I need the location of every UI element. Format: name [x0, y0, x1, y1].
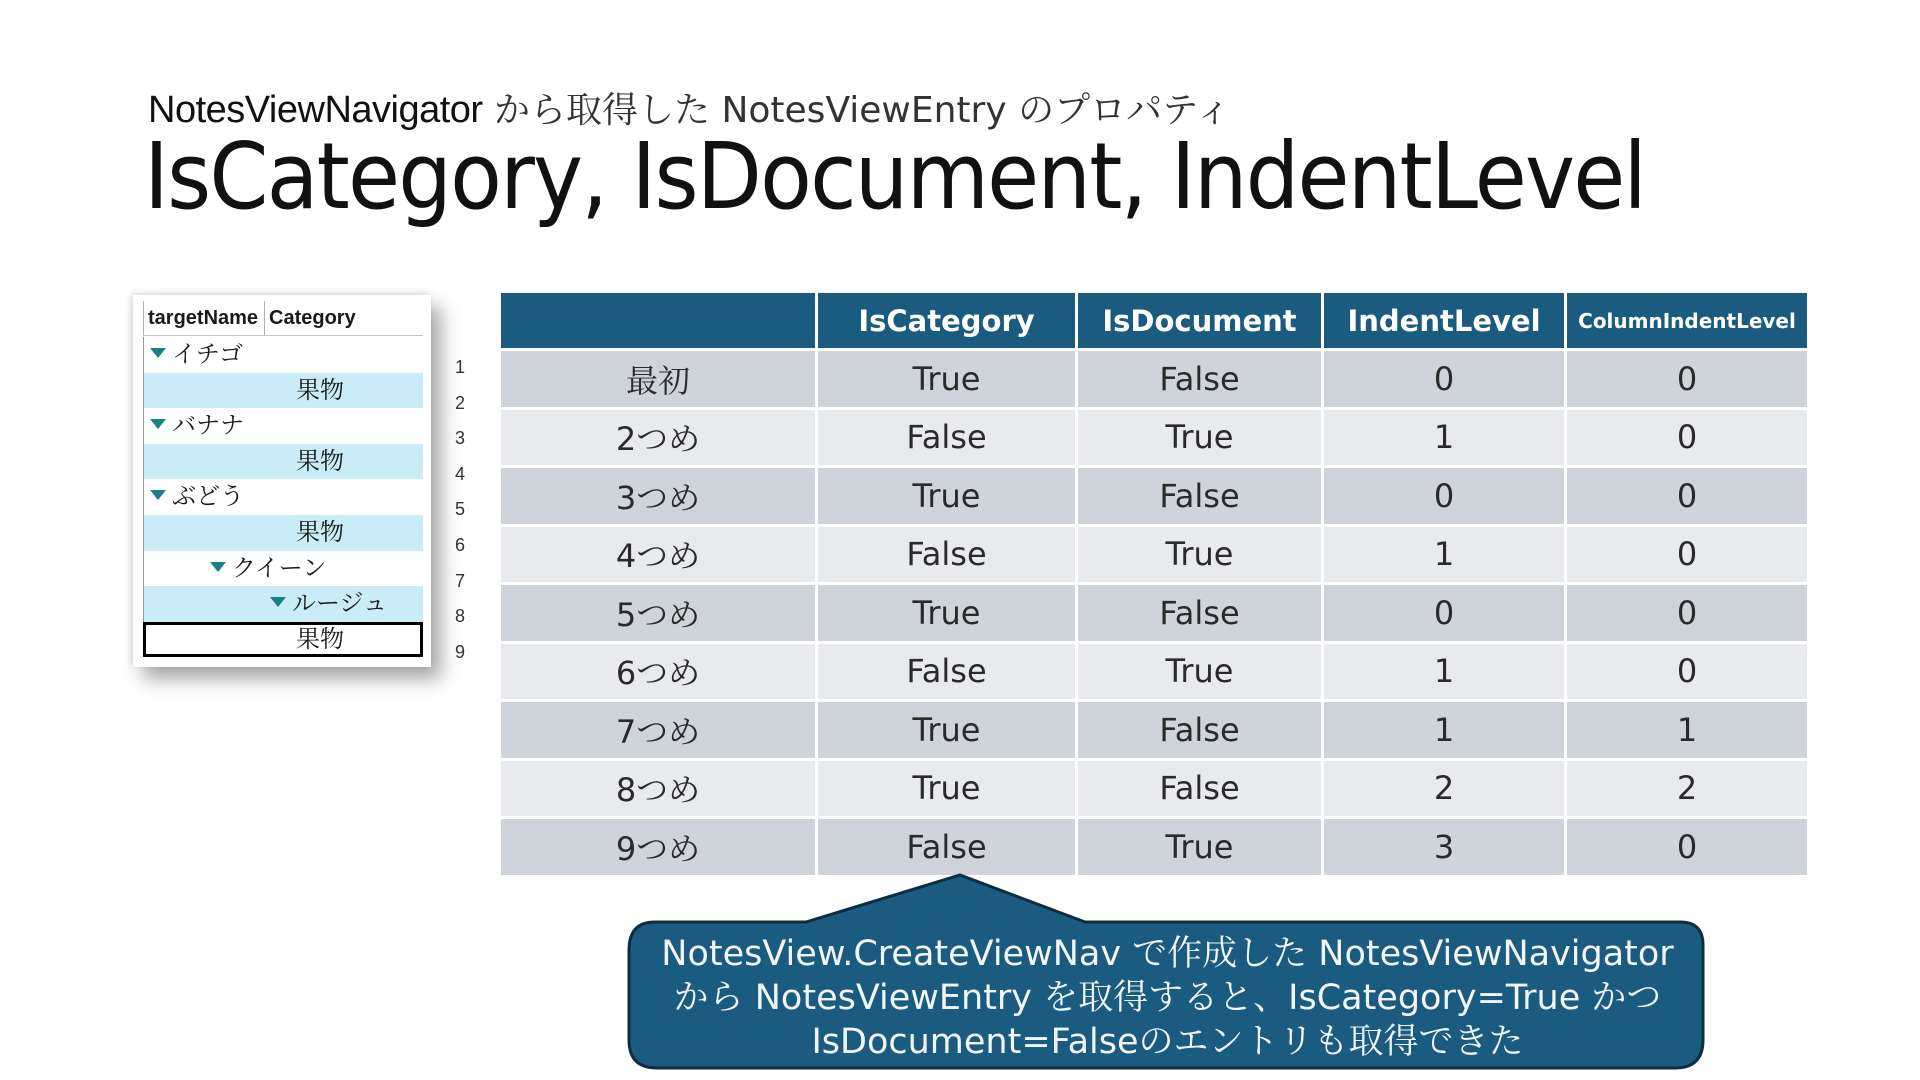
cell-iscategory: True	[818, 351, 1075, 407]
cell-entry: 最初	[501, 351, 815, 407]
cell-isdocument: False	[1078, 761, 1321, 817]
row-number: 4	[454, 463, 465, 484]
cell-columnindentlevel: 0	[1567, 819, 1807, 875]
cell-iscategory: True	[818, 468, 1075, 524]
cell-isdocument: False	[1078, 351, 1321, 407]
twistie-expanded-icon	[270, 597, 286, 607]
notes-view-screenshot	[133, 295, 431, 667]
cell-entry: 4つめ	[501, 527, 815, 583]
view-row-label: クイーン	[232, 553, 327, 582]
view-row-category	[143, 408, 423, 444]
row-number: 7	[454, 570, 465, 591]
callout-line: IsDocument=Falseのエントリも取得できた	[811, 1022, 1524, 1062]
cell-isdocument: True	[1078, 819, 1321, 875]
view-row-label: イチゴ	[172, 340, 244, 368]
cell-isdocument: False	[1078, 585, 1321, 641]
view-row-label: 果物	[296, 446, 344, 475]
view-row-label: 果物	[296, 624, 344, 653]
view-row-label: 果物	[296, 375, 344, 404]
cell-columnindentlevel: 0	[1567, 585, 1807, 641]
column-header-category: Category	[269, 307, 356, 329]
table-row	[501, 351, 1807, 407]
cell-iscategory: True	[818, 702, 1075, 758]
view-row-subcategory	[143, 586, 423, 622]
cell-indentlevel: 0	[1324, 351, 1564, 407]
cell-isdocument: True	[1078, 644, 1321, 700]
column-header-targetname: targetName	[143, 301, 265, 335]
row-number: 1	[454, 357, 465, 377]
table-row	[501, 761, 1807, 817]
table-row	[501, 410, 1807, 466]
cell-columnindentlevel: 0	[1567, 410, 1807, 466]
cell-entry: 2つめ	[501, 410, 815, 466]
view-row-document	[143, 515, 423, 551]
view-row-category	[143, 479, 423, 515]
header-blank	[501, 293, 815, 348]
twistie-expanded-icon	[150, 419, 166, 429]
cell-indentlevel: 1	[1324, 644, 1564, 700]
table-row	[501, 819, 1807, 875]
cell-iscategory: False	[818, 410, 1075, 466]
subtitle-rest: から取得した NotesViewEntry のプロパティ	[482, 90, 1232, 131]
cell-iscategory: True	[818, 761, 1075, 817]
view-row-label: バナナ	[172, 411, 244, 440]
row-number: 5	[454, 499, 465, 520]
cell-isdocument: True	[1078, 527, 1321, 583]
cell-indentlevel: 0	[1324, 585, 1564, 641]
header-indentlevel: IndentLevel	[1324, 293, 1564, 348]
view-row-category	[143, 337, 423, 373]
cell-entry: 7つめ	[501, 702, 815, 758]
cell-entry: 9つめ	[501, 819, 815, 875]
cell-indentlevel: 3	[1324, 819, 1564, 875]
cell-columnindentlevel: 2	[1567, 761, 1807, 817]
twistie-expanded-icon	[150, 490, 166, 500]
table-row	[501, 702, 1807, 758]
callout-line: NotesView.CreateViewNav で作成した NotesViewNavigator	[661, 934, 1674, 974]
cell-indentlevel: 2	[1324, 761, 1564, 817]
entry-properties-table	[498, 290, 1810, 878]
view-column-header	[143, 301, 423, 336]
view-rows	[143, 337, 423, 657]
row-number: 9	[454, 641, 465, 662]
twistie-expanded-icon	[150, 348, 166, 358]
callout-note	[625, 870, 1710, 1075]
cell-indentlevel: 1	[1324, 410, 1564, 466]
table-row	[501, 644, 1807, 700]
cell-isdocument: False	[1078, 702, 1321, 758]
view-row-document	[143, 444, 423, 480]
cell-entry: 8つめ	[501, 761, 815, 817]
cell-indentlevel: 1	[1324, 527, 1564, 583]
row-number: 6	[454, 534, 465, 555]
view-row-document-selected	[143, 622, 423, 658]
callout-text	[645, 932, 1690, 1064]
cell-indentlevel: 1	[1324, 702, 1564, 758]
table-row	[501, 527, 1807, 583]
cell-isdocument: True	[1078, 410, 1321, 466]
twistie-expanded-icon	[210, 562, 226, 572]
subtitle-class-name: NotesViewNavigator	[148, 89, 483, 131]
cell-indentlevel: 0	[1324, 468, 1564, 524]
cell-iscategory: False	[818, 527, 1075, 583]
cell-columnindentlevel: 1	[1567, 702, 1807, 758]
cell-columnindentlevel: 0	[1567, 527, 1807, 583]
cell-iscategory: False	[818, 644, 1075, 700]
row-number: 2	[454, 392, 465, 413]
view-row-label: ルージュ	[292, 589, 388, 618]
view-row-label: ぶどう	[172, 482, 244, 511]
cell-entry: 3つめ	[501, 468, 815, 524]
header-columnindentlevel: ColumnIndentLevel	[1567, 293, 1807, 348]
row-number-list	[450, 350, 470, 670]
view-row-document	[143, 373, 423, 409]
cell-entry: 6つめ	[501, 644, 815, 700]
table-row	[501, 468, 1807, 524]
row-number: 3	[454, 428, 465, 449]
view-row-label: 果物	[296, 517, 344, 546]
header-isdocument: IsDocument	[1078, 293, 1321, 348]
header-iscategory: IsCategory	[818, 293, 1075, 348]
cell-columnindentlevel: 0	[1567, 351, 1807, 407]
cell-isdocument: False	[1078, 468, 1321, 524]
table-row	[501, 585, 1807, 641]
cell-columnindentlevel: 0	[1567, 644, 1807, 700]
cell-entry: 5つめ	[501, 585, 815, 641]
cell-iscategory: False	[818, 819, 1075, 875]
cell-iscategory: True	[818, 585, 1075, 641]
table-header-row	[501, 293, 1807, 348]
slide-title: IsCategory, IsDocument, IndentLevel	[144, 123, 1646, 230]
callout-line: から NotesViewEntry を取得すると、IsCategory=True かつ	[673, 978, 1662, 1018]
cell-columnindentlevel: 0	[1567, 468, 1807, 524]
view-row-subcategory	[143, 551, 423, 587]
row-number: 8	[454, 606, 465, 627]
